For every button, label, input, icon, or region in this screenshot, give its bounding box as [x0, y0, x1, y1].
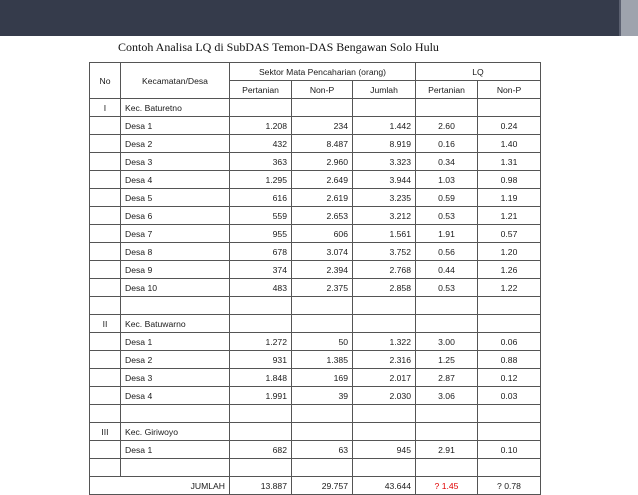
- nonp-value: 8.487: [292, 135, 353, 153]
- empty-cell: [292, 99, 353, 117]
- total-row: [90, 477, 541, 495]
- empty-cell: [478, 405, 541, 423]
- header-lq-pertanian: Pertanian: [416, 81, 478, 99]
- desa-name: Desa 4: [121, 171, 230, 189]
- table-row: [90, 369, 541, 387]
- empty-cell: [90, 135, 121, 153]
- table-row: [90, 279, 541, 297]
- empty-cell: [478, 315, 541, 333]
- jumlah-value: 8.919: [353, 135, 416, 153]
- jumlah-value: 1.322: [353, 333, 416, 351]
- desa-name: Desa 8: [121, 243, 230, 261]
- nonp-value: 2.960: [292, 153, 353, 171]
- lq-pertanian-value: 2.91: [416, 441, 478, 459]
- empty-cell: [292, 459, 353, 477]
- total-nonp: 29.757: [292, 477, 353, 495]
- desa-name: Desa 5: [121, 189, 230, 207]
- pertanian-value: 374: [230, 261, 292, 279]
- empty-cell: [90, 351, 121, 369]
- empty-cell: [90, 153, 121, 171]
- pertanian-value: 1.848: [230, 369, 292, 387]
- lq-pertanian-value: 1.91: [416, 225, 478, 243]
- empty-cell: [90, 369, 121, 387]
- pertanian-value: 432: [230, 135, 292, 153]
- empty-cell: [353, 423, 416, 441]
- pertanian-value: 682: [230, 441, 292, 459]
- jumlah-value: 2.030: [353, 387, 416, 405]
- spacer-row: [90, 405, 541, 423]
- spacer-row: [90, 297, 541, 315]
- table-row: [90, 117, 541, 135]
- desa-name: Desa 10: [121, 279, 230, 297]
- empty-cell: [121, 459, 230, 477]
- header-no: No: [90, 63, 121, 99]
- lq-pertanian-value: 0.53: [416, 207, 478, 225]
- jumlah-value: 2.316: [353, 351, 416, 369]
- header-jumlah: Jumlah: [353, 81, 416, 99]
- lq-nonp-value: 0.24: [478, 117, 541, 135]
- empty-cell: [353, 99, 416, 117]
- table-row: [90, 189, 541, 207]
- empty-cell: [478, 99, 541, 117]
- section-row: [90, 315, 541, 333]
- pertanian-value: 616: [230, 189, 292, 207]
- pertanian-value: 559: [230, 207, 292, 225]
- empty-cell: [90, 171, 121, 189]
- header-accent-block: [621, 0, 638, 36]
- spacer-row: [90, 459, 541, 477]
- section-row: [90, 99, 541, 117]
- empty-cell: [292, 405, 353, 423]
- desa-name: Desa 9: [121, 261, 230, 279]
- pertanian-value: 1.272: [230, 333, 292, 351]
- slide-header-bar: [0, 0, 638, 36]
- empty-cell: [416, 99, 478, 117]
- table-row: [90, 243, 541, 261]
- empty-cell: [230, 297, 292, 315]
- empty-cell: [230, 423, 292, 441]
- nonp-value: 50: [292, 333, 353, 351]
- table-row: [90, 135, 541, 153]
- jumlah-value: 1.561: [353, 225, 416, 243]
- desa-name: Desa 1: [121, 333, 230, 351]
- lq-nonp-value: 1.19: [478, 189, 541, 207]
- empty-cell: [90, 261, 121, 279]
- lq-nonp-value: 1.22: [478, 279, 541, 297]
- empty-cell: [230, 405, 292, 423]
- total-pertanian: 13.887: [230, 477, 292, 495]
- header-lq: LQ: [416, 63, 541, 81]
- lq-nonp-value: 1.40: [478, 135, 541, 153]
- lq-nonp-value: 1.20: [478, 243, 541, 261]
- lq-pertanian-value: 0.16: [416, 135, 478, 153]
- desa-name: Desa 4: [121, 387, 230, 405]
- header-kecamatan: Kecamatan/Desa: [121, 63, 230, 99]
- empty-cell: [90, 243, 121, 261]
- empty-cell: [230, 459, 292, 477]
- pertanian-value: 955: [230, 225, 292, 243]
- table-row: [90, 207, 541, 225]
- table-row: [90, 153, 541, 171]
- desa-name: Desa 7: [121, 225, 230, 243]
- lq-table: [89, 62, 541, 495]
- empty-cell: [416, 405, 478, 423]
- lq-nonp-value: 1.21: [478, 207, 541, 225]
- total-label: JUMLAH: [90, 477, 230, 495]
- nonp-value: 234: [292, 117, 353, 135]
- nonp-value: 2.375: [292, 279, 353, 297]
- lq-nonp-value: 0.10: [478, 441, 541, 459]
- desa-name: Desa 3: [121, 369, 230, 387]
- section-no: III: [90, 423, 121, 441]
- section-no: II: [90, 315, 121, 333]
- lq-pertanian-value: 1.03: [416, 171, 478, 189]
- header-nonp: Non-P: [292, 81, 353, 99]
- empty-cell: [416, 315, 478, 333]
- section-name: Kec. Giriwoyo: [121, 423, 230, 441]
- header-lq-nonp: Non-P: [478, 81, 541, 99]
- nonp-value: 2.619: [292, 189, 353, 207]
- lq-nonp-value: 0.88: [478, 351, 541, 369]
- pertanian-value: 678: [230, 243, 292, 261]
- jumlah-value: 3.752: [353, 243, 416, 261]
- desa-name: Desa 2: [121, 135, 230, 153]
- empty-cell: [416, 423, 478, 441]
- empty-cell: [90, 207, 121, 225]
- jumlah-value: 2.768: [353, 261, 416, 279]
- empty-cell: [353, 297, 416, 315]
- jumlah-value: 1.442: [353, 117, 416, 135]
- table-body: [90, 99, 541, 495]
- section-name: Kec. Batuwarno: [121, 315, 230, 333]
- lq-pertanian-value: 3.00: [416, 333, 478, 351]
- desa-name: Desa 6: [121, 207, 230, 225]
- empty-cell: [90, 189, 121, 207]
- jumlah-value: 3.323: [353, 153, 416, 171]
- table-row: [90, 261, 541, 279]
- lq-pertanian-value: 0.34: [416, 153, 478, 171]
- lq-nonp-value: 0.98: [478, 171, 541, 189]
- empty-cell: [353, 405, 416, 423]
- table-row: [90, 351, 541, 369]
- empty-cell: [353, 459, 416, 477]
- empty-cell: [90, 441, 121, 459]
- lq-nonp-value: 0.57: [478, 225, 541, 243]
- nonp-value: 63: [292, 441, 353, 459]
- empty-cell: [90, 459, 121, 477]
- table-row: [90, 441, 541, 459]
- jumlah-value: 3.944: [353, 171, 416, 189]
- nonp-value: 2.394: [292, 261, 353, 279]
- lq-pertanian-value: 0.53: [416, 279, 478, 297]
- empty-cell: [121, 405, 230, 423]
- lq-nonp-value: 0.12: [478, 369, 541, 387]
- section-row: [90, 423, 541, 441]
- desa-name: Desa 3: [121, 153, 230, 171]
- nonp-value: 1.385: [292, 351, 353, 369]
- slide-title: Contoh Analisa LQ di SubDAS Temon-DAS Bengawan Solo Hulu: [118, 40, 439, 54]
- empty-cell: [90, 297, 121, 315]
- empty-cell: [478, 423, 541, 441]
- lq-pertanian-value: 0.44: [416, 261, 478, 279]
- empty-cell: [90, 387, 121, 405]
- lq-nonp-value: 1.26: [478, 261, 541, 279]
- empty-cell: [353, 315, 416, 333]
- header-pertanian: Pertanian: [230, 81, 292, 99]
- nonp-value: 39: [292, 387, 353, 405]
- total-lq-pertanian: ? 1.45: [416, 477, 478, 495]
- nonp-value: 3.074: [292, 243, 353, 261]
- desa-name: Desa 2: [121, 351, 230, 369]
- empty-cell: [230, 99, 292, 117]
- table-row: [90, 387, 541, 405]
- nonp-value: 169: [292, 369, 353, 387]
- jumlah-value: 945: [353, 441, 416, 459]
- header-row-1: [90, 63, 541, 81]
- lq-pertanian-value: 0.56: [416, 243, 478, 261]
- table-row: [90, 171, 541, 189]
- lq-pertanian-value: 3.06: [416, 387, 478, 405]
- lq-pertanian-value: 2.87: [416, 369, 478, 387]
- empty-cell: [416, 459, 478, 477]
- empty-cell: [478, 297, 541, 315]
- pertanian-value: 1.208: [230, 117, 292, 135]
- empty-cell: [292, 315, 353, 333]
- empty-cell: [90, 225, 121, 243]
- section-name: Kec. Baturetno: [121, 99, 230, 117]
- empty-cell: [416, 297, 478, 315]
- lq-nonp-value: 0.03: [478, 387, 541, 405]
- section-no: I: [90, 99, 121, 117]
- nonp-value: 2.653: [292, 207, 353, 225]
- lq-pertanian-value: 0.59: [416, 189, 478, 207]
- lq-nonp-value: 1.31: [478, 153, 541, 171]
- empty-cell: [292, 297, 353, 315]
- total-jumlah: 43.644: [353, 477, 416, 495]
- desa-name: Desa 1: [121, 117, 230, 135]
- empty-cell: [90, 333, 121, 351]
- lq-pertanian-value: 1.25: [416, 351, 478, 369]
- header-sektor: Sektor Mata Pencaharian (orang): [230, 63, 416, 81]
- empty-cell: [121, 297, 230, 315]
- lq-pertanian-value: 2.60: [416, 117, 478, 135]
- nonp-value: 606: [292, 225, 353, 243]
- pertanian-value: 483: [230, 279, 292, 297]
- jumlah-value: 2.858: [353, 279, 416, 297]
- empty-cell: [478, 459, 541, 477]
- total-lq-nonp: ? 0.78: [478, 477, 541, 495]
- pertanian-value: 363: [230, 153, 292, 171]
- empty-cell: [90, 117, 121, 135]
- empty-cell: [90, 405, 121, 423]
- lq-nonp-value: 0.06: [478, 333, 541, 351]
- jumlah-value: 2.017: [353, 369, 416, 387]
- desa-name: Desa 1: [121, 441, 230, 459]
- empty-cell: [230, 315, 292, 333]
- pertanian-value: 1.295: [230, 171, 292, 189]
- table-row: [90, 225, 541, 243]
- empty-cell: [90, 279, 121, 297]
- jumlah-value: 3.235: [353, 189, 416, 207]
- jumlah-value: 3.212: [353, 207, 416, 225]
- nonp-value: 2.649: [292, 171, 353, 189]
- table-row: [90, 333, 541, 351]
- pertanian-value: 931: [230, 351, 292, 369]
- empty-cell: [292, 423, 353, 441]
- pertanian-value: 1.991: [230, 387, 292, 405]
